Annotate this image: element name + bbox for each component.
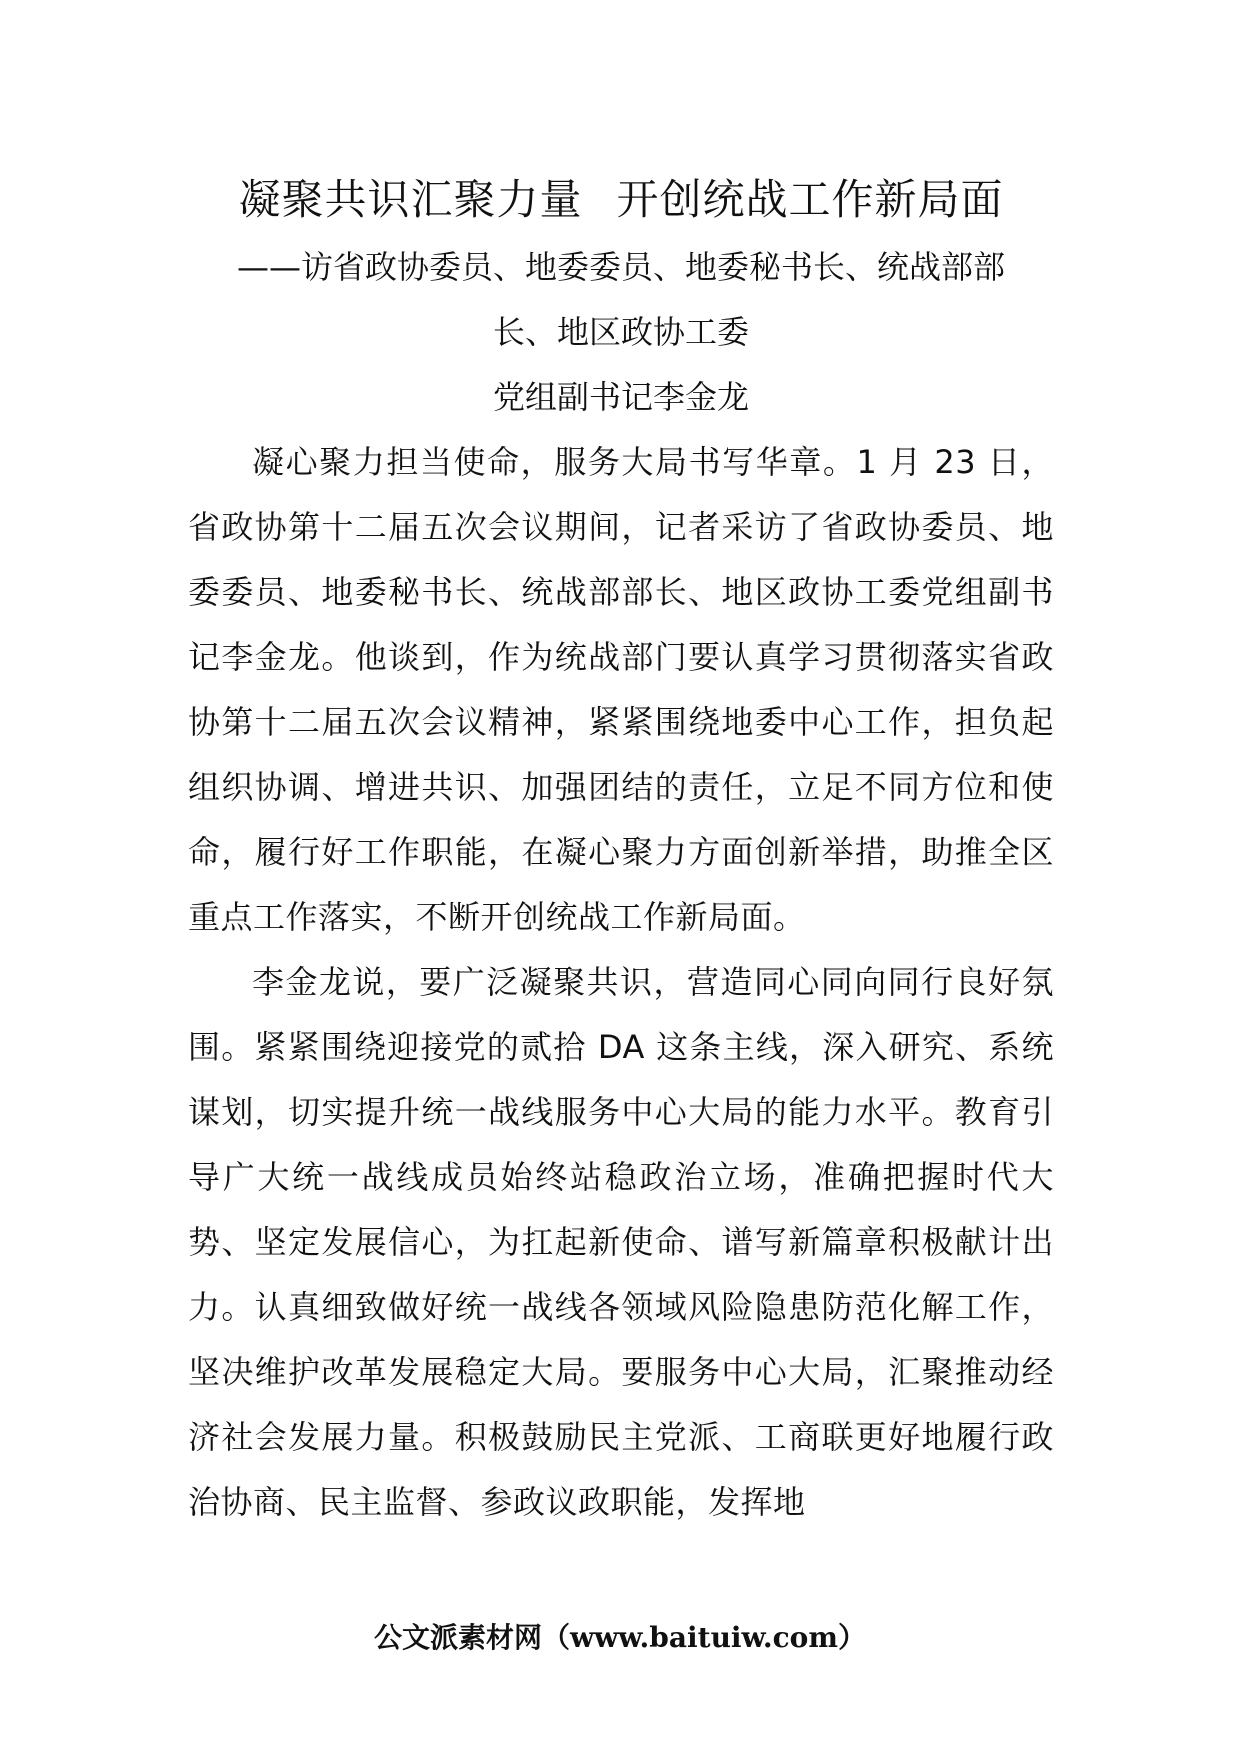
article-title [188,165,1054,235]
title-part-2: 开创统战工作新局面 [616,175,1004,224]
subtitle-line: 长、地区政协工委 [492,313,749,351]
article-body [188,165,1054,1535]
paragraph-2: 李金龙说，要广泛凝聚共识，营造同心同向同行良好氛围。紧紧围绕迎接党的贰拾 DA 这条主线，深入研究、系统谋划，切实提升统一战线服务中心大局的能力水平。教育引导广大统一战线成员始终站稳政治立场，准确把握时代大势、坚定发展信心，为扛起新使命、谱写新篇章积极献计出力。认真细致做好统一战线各领域风险隐患防范化解工作，坚决维护改革发展稳定大局。要服务中心大局，汇聚推动经济社会发展力量。积极鼓励民主党派、工商联更好地履行政治协商、民主监督、参政议政职能，发挥地 [188,963,1054,1521]
subtitle-line: 党组副书记李金龙 [492,378,749,416]
subtitle-line: ——访省政协委员、地委委员、地委秘书长、统战部部 [236,248,1005,286]
paragraph-1: 凝心聚力担当使命，服务大局书写华章。1 月 23 日，省政协第十二届五次会议期间，记者采访了省政协委员、地委委员、地委秘书长、统战部部长、地区政协工委党组副书记李金龙。他谈到，作为统战部门要认真学习贯彻落实省政协第十二届五次会议精神，紧紧围绕地委中心工作，担负起组织协调、增进共识、加强团结的责任，立足不同方位和使命，履行好工作职能，在凝心聚力方面创新举措，助推全区重点工作落实，不断开创统战工作新局面。 [188,443,1054,936]
watermark-footer: 公文派素材网（www.baituiw.com） [374,1621,866,1654]
title-part-1: 凝聚共识汇聚力量 [238,175,583,224]
